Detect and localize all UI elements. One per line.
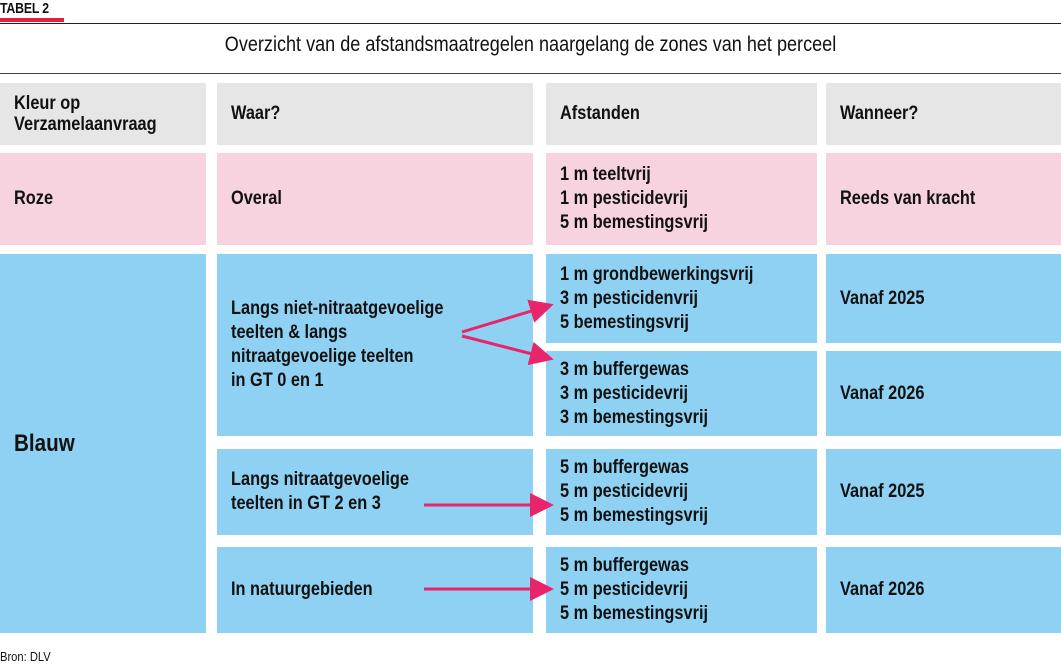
roze-waar: Overal xyxy=(231,188,282,209)
blauw-group3-waar: In natuurgebieden xyxy=(231,579,373,600)
header-kleur-label: Kleur op Verzamelaanvraag xyxy=(14,93,157,135)
roze-kleur: Roze xyxy=(14,188,54,209)
blauw-group1a-afstanden: 1 m grondbewerkingsvrij 3 m pesticidenvrij 5 bemestingsvrij xyxy=(560,263,754,333)
arrow-to-2025-icon xyxy=(462,306,548,332)
header-afstanden-label: Afstanden xyxy=(560,103,640,124)
table-tag: TABEL 2 xyxy=(0,0,49,17)
blauw-group1-waar: Langs niet-nitraatgevoelige teelten & langs nitraatgevoelige teelten in GT 0 en 1 xyxy=(231,298,444,391)
roze-afstanden: 1 m teeltvrij 1 m pesticidevrij 5 m bemestingsvrij xyxy=(560,164,709,233)
blauw-group3-wanneer: Vanaf 2026 xyxy=(840,579,925,600)
header-wanneer-label: Wanneer? xyxy=(840,103,919,124)
table-title: Overzicht van de afstandsmaatregelen naargelang de zones van het perceel xyxy=(224,33,837,56)
roze-wanneer: Reeds van kracht xyxy=(840,188,976,209)
blauw-group1b-wanneer: Vanaf 2026 xyxy=(840,382,925,404)
header-waar-label: Waar? xyxy=(231,103,281,124)
blauw-group2-afstanden: 5 m buffergewas 5 m pesticidevrij 5 m bemestingsvrij xyxy=(560,457,709,526)
blauw-group1b-afstanden: 3 m buffergewas 3 m pesticidevrij 3 m bemestingsvrij xyxy=(560,358,709,428)
source-note: Bron: DLV xyxy=(0,649,51,664)
blauw-group2-waar: Langs nitraatgevoelige teelten in GT 2 en 3 xyxy=(231,469,409,514)
blauw-group2-wanneer: Vanaf 2025 xyxy=(840,481,925,502)
blauw-kleur: Blauw xyxy=(14,429,75,457)
arrow-to-2026-icon xyxy=(462,336,548,358)
blauw-group3-afstanden: 5 m buffergewas 5 m pesticidevrij 5 m bemestingsvrij xyxy=(560,555,709,624)
blauw-group1a-wanneer: Vanaf 2025 xyxy=(840,287,925,309)
